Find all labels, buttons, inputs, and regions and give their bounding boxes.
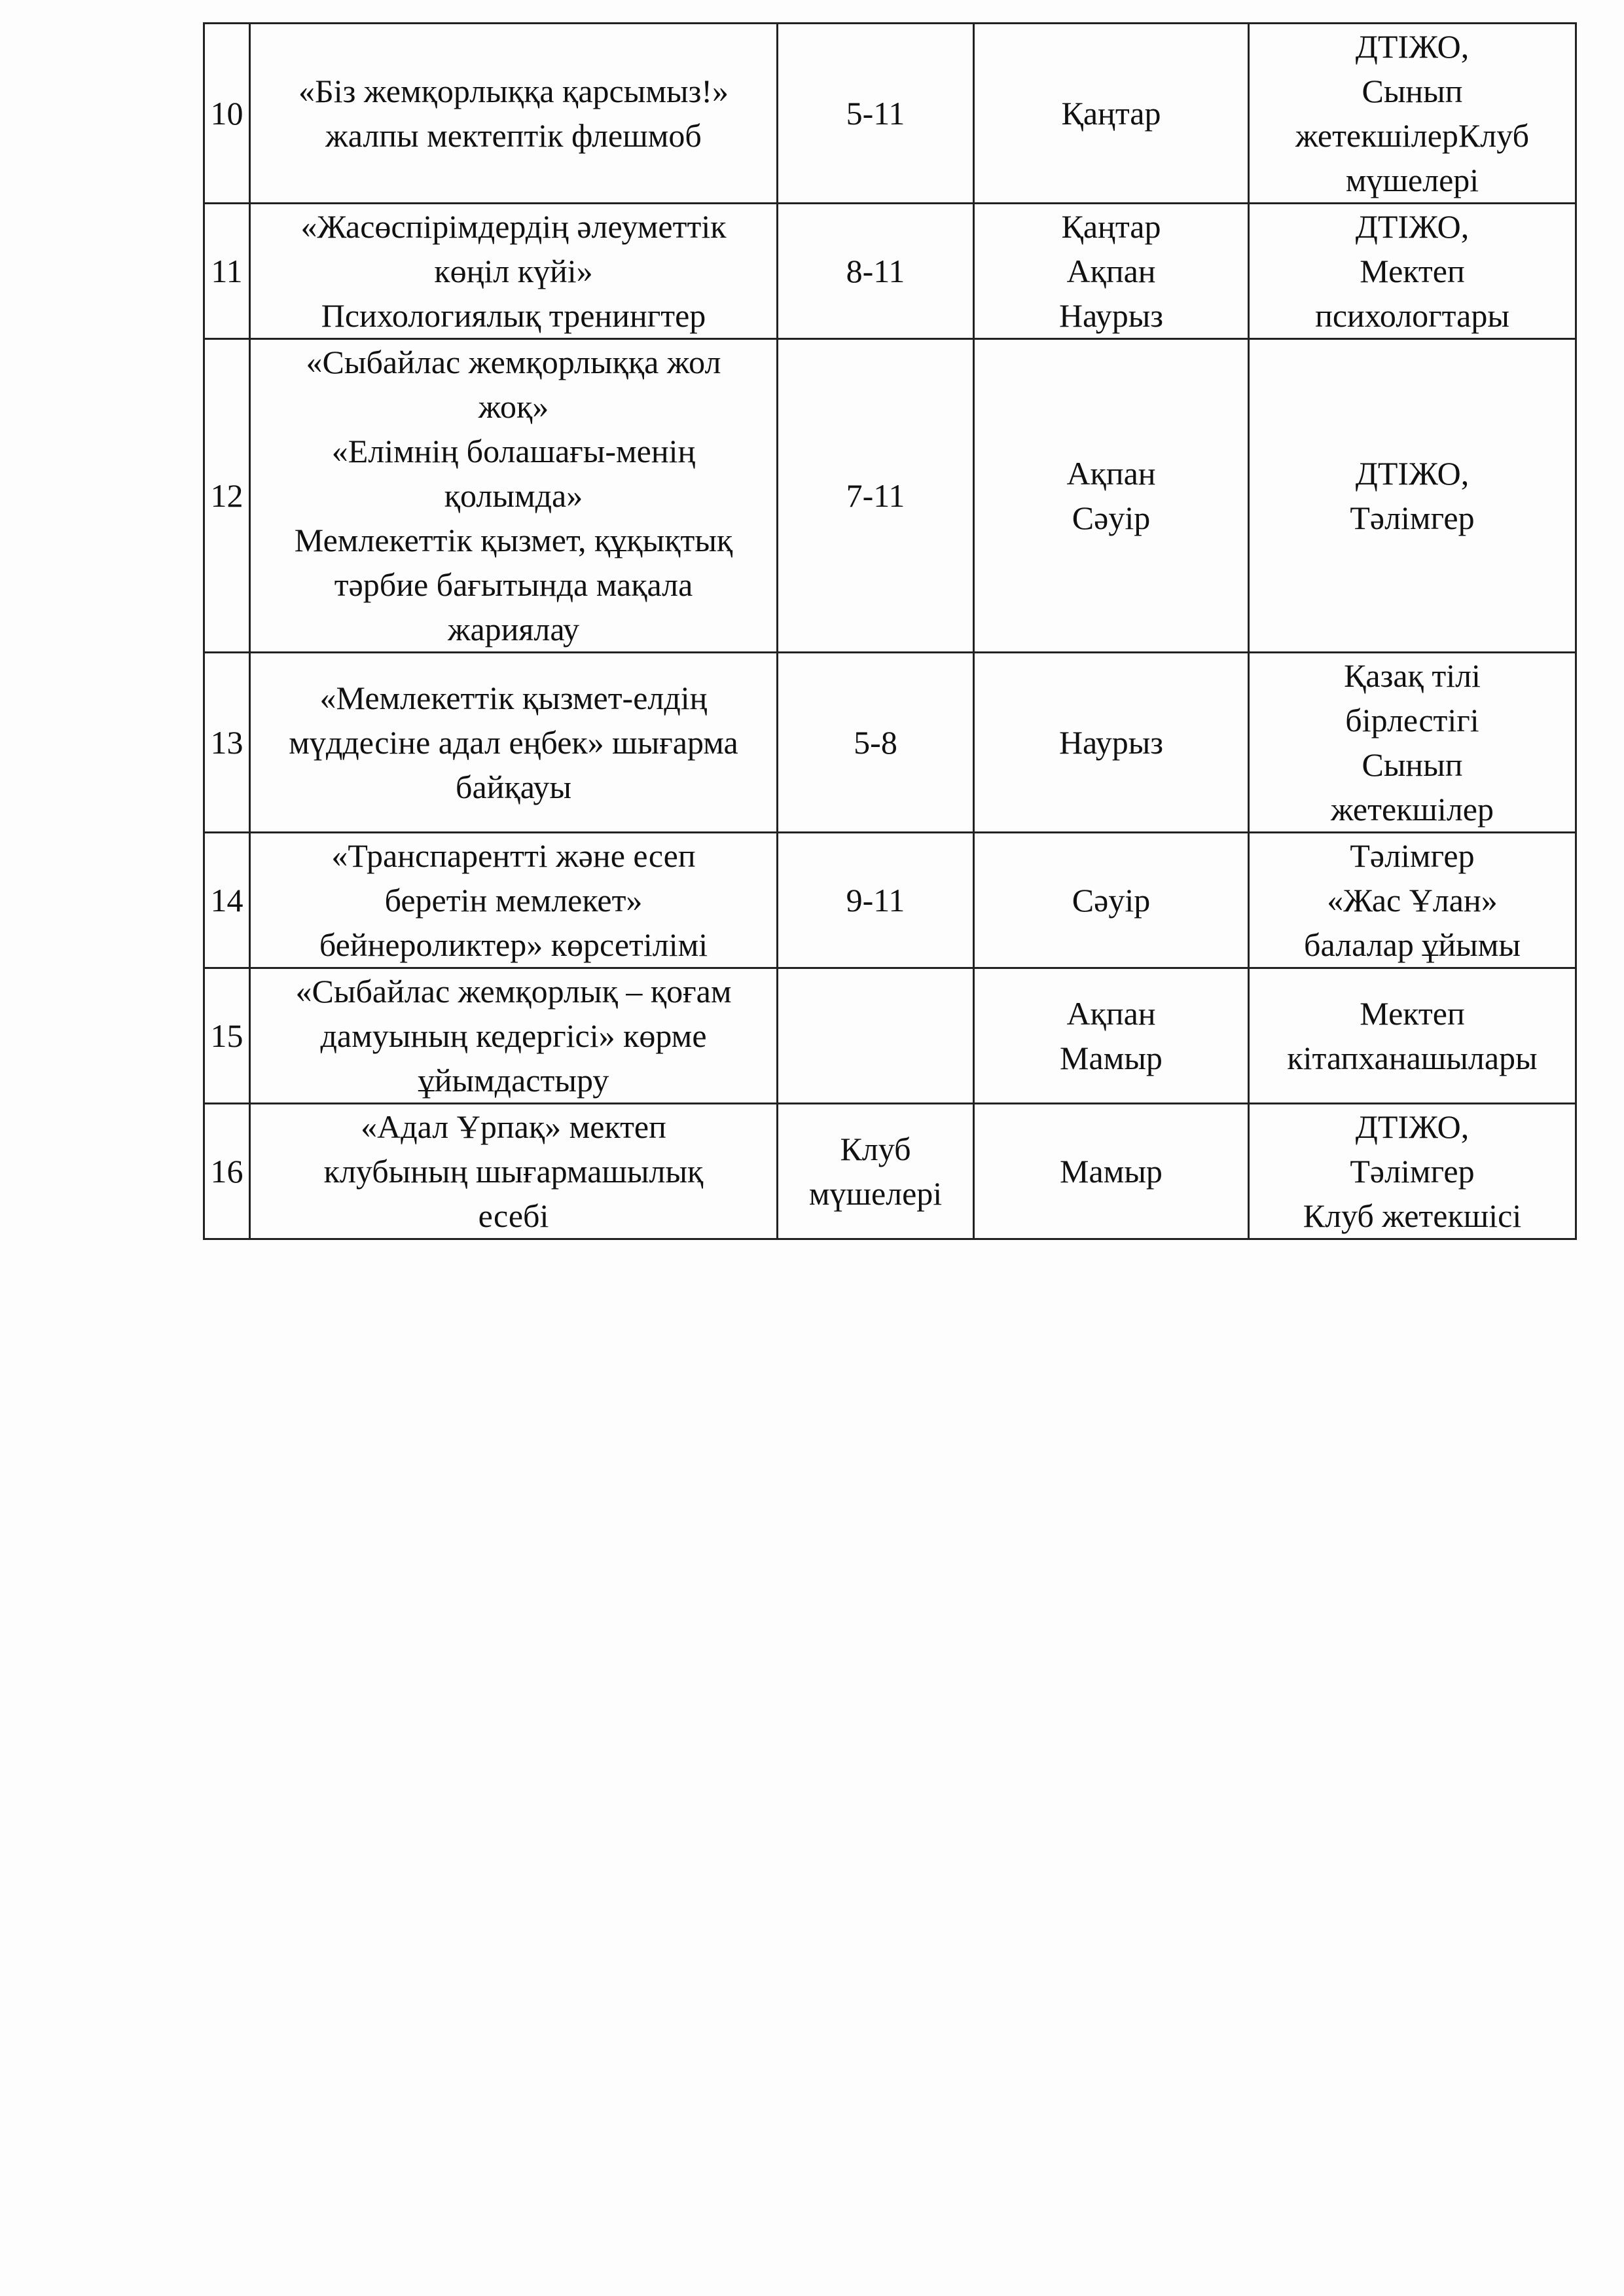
cell-text-line: жетекшілерКлуб [1295,117,1530,154]
date-cell [974,833,1249,968]
event-title-cell [250,833,778,968]
responsible-cell [1249,833,1576,968]
cell-text-line: Ақпан [1066,455,1156,492]
responsible-cell [1249,24,1576,204]
cell-text-line: Тәлімгер [1350,500,1475,536]
grade-cell [778,1104,974,1239]
event-title-cell [250,968,778,1104]
cell-text-line: психологтары [1315,297,1509,334]
cell-text-line: ДТІЖО, [1355,28,1470,65]
cell-text-line: 7-11 [846,477,905,514]
cell-text-line: 8-11 [846,253,905,289]
cell-text-line: дамуының кедергісі» көрме [320,1017,707,1054]
date-cell [974,968,1249,1104]
cell-text-line: жалпы мектептік флешмоб [325,117,702,154]
row-number-cell: 10 [204,24,250,204]
cell-text-line: Ақпан [1066,995,1156,1032]
responsible-cell [1249,339,1576,653]
cell-text-line: беретін мемлекет» [384,882,643,919]
cell-text-line: Мамыр [1060,1153,1163,1190]
row-number-cell: 14 [204,833,250,968]
cell-text-line: Сәуір [1072,882,1151,919]
cell-text-line: Мектеп [1360,995,1465,1032]
cell-text-line: «Мемлекеттік қызмет-елдің [319,680,708,716]
responsible-cell [1249,653,1576,833]
cell-text-line: «Транспарентті және есеп [331,837,696,874]
grade-cell [778,204,974,339]
cell-text-line: Клуб [840,1131,911,1167]
cell-text-line: мүшелері [808,1175,943,1212]
cell-text-line: 5-8 [854,724,897,761]
cell-text-line: «Жас Ұлан» [1327,882,1498,919]
grade-cell [778,24,974,204]
cell-text-line: «Біз жемқорлыққа қарсымыз!» [298,73,729,109]
cell-text-line: Тәлімгер [1350,837,1475,874]
cell-text-line: «Сыбайлас жемқорлыққа жол [306,344,721,380]
cell-text-line: Сынып [1362,746,1463,783]
cell-text-line: Психологиялық тренингтер [321,297,706,334]
cell-text-line: «Адал Ұрпақ» мектеп [361,1108,666,1145]
row-number-cell: 11 [204,204,250,339]
cell-text-line: Ақпан [1066,253,1156,289]
responsible-cell [1249,968,1576,1104]
cell-text-line: Мамыр [1060,1040,1163,1076]
cell-text-line: Клуб жетекшісі [1303,1197,1522,1234]
cell-text-line: қолымда» [444,477,583,514]
cell-text-line: 5-11 [846,95,905,132]
cell-text-line: «Жасөспірімдердің әлеуметтік [300,208,727,245]
table-row [204,653,1576,833]
table-row [204,968,1576,1104]
event-plan-table [203,22,1577,1240]
event-title-cell [250,1104,778,1239]
table-row [204,339,1576,653]
table-row [204,24,1576,204]
cell-text-line: Қаңтар [1061,208,1161,245]
cell-text-line: бейнероликтер» көрсетілімі [319,926,708,963]
cell-text-line: көңіл күйі» [434,253,593,289]
cell-text-line: Қаңтар [1061,95,1161,132]
cell-text-line: Сәуір [1072,500,1151,536]
cell-text-line: ұйымдастыру [418,1062,609,1099]
cell-text-line: мүшелері [1345,162,1479,198]
cell-text-line: ДТІЖО, [1355,455,1470,492]
cell-text-line: жетекшілер [1331,791,1494,828]
row-number-cell: 16 [204,1104,250,1239]
date-cell [974,204,1249,339]
date-cell [974,1104,1249,1239]
cell-text-line: жоқ» [478,388,549,425]
cell-text-line: ДТІЖО, [1355,208,1470,245]
cell-text-line: Наурыз [1058,724,1164,761]
cell-text-line: Тәлімгер [1350,1153,1475,1190]
cell-text-line: Мектеп [1360,253,1465,289]
date-cell [974,653,1249,833]
row-number-cell: 15 [204,968,250,1104]
row-number-cell: 13 [204,653,250,833]
event-title-cell [250,24,778,204]
grade-cell [778,968,974,1104]
cell-text-line: мүддесіне адал еңбек» шығарма [289,724,738,761]
cell-text-line: жариялау [447,611,580,647]
grade-cell [778,833,974,968]
cell-text-line: Наурыз [1058,297,1164,334]
event-title-cell [250,653,778,833]
cell-text-line: тәрбие бағытында мақала [334,566,693,603]
table-row [204,1104,1576,1239]
event-plan-table-body [204,24,1576,1239]
event-title-cell [250,339,778,653]
cell-text-line: есебі [478,1197,549,1234]
table-row [204,204,1576,339]
cell-text-line: бірлестігі [1345,702,1479,738]
date-cell [974,24,1249,204]
cell-text-line: кітапханашылары [1287,1040,1538,1076]
responsible-cell [1249,1104,1576,1239]
cell-text-line: Қазақ тілі [1344,657,1481,694]
grade-cell [778,653,974,833]
date-cell [974,339,1249,653]
cell-text-line: клубының шығармашылық [323,1153,704,1190]
cell-text-line: балалар ұйымы [1304,926,1521,963]
cell-text-line: «Елімнің болашағы-менің [331,433,696,469]
cell-text-line: 9-11 [846,882,905,919]
event-title-cell [250,204,778,339]
cell-text-line: «Сыбайлас жемқорлық – қоғам [295,973,732,1010]
cell-text-line: Сынып [1362,73,1463,109]
responsible-cell [1249,204,1576,339]
cell-text-line: байқауы [456,769,571,805]
grade-cell [778,339,974,653]
row-number-cell: 12 [204,339,250,653]
cell-text-line: Мемлекеттік қызмет, құқықтық [294,522,733,558]
table-row [204,833,1576,968]
cell-text-line: ДТІЖО, [1355,1108,1470,1145]
